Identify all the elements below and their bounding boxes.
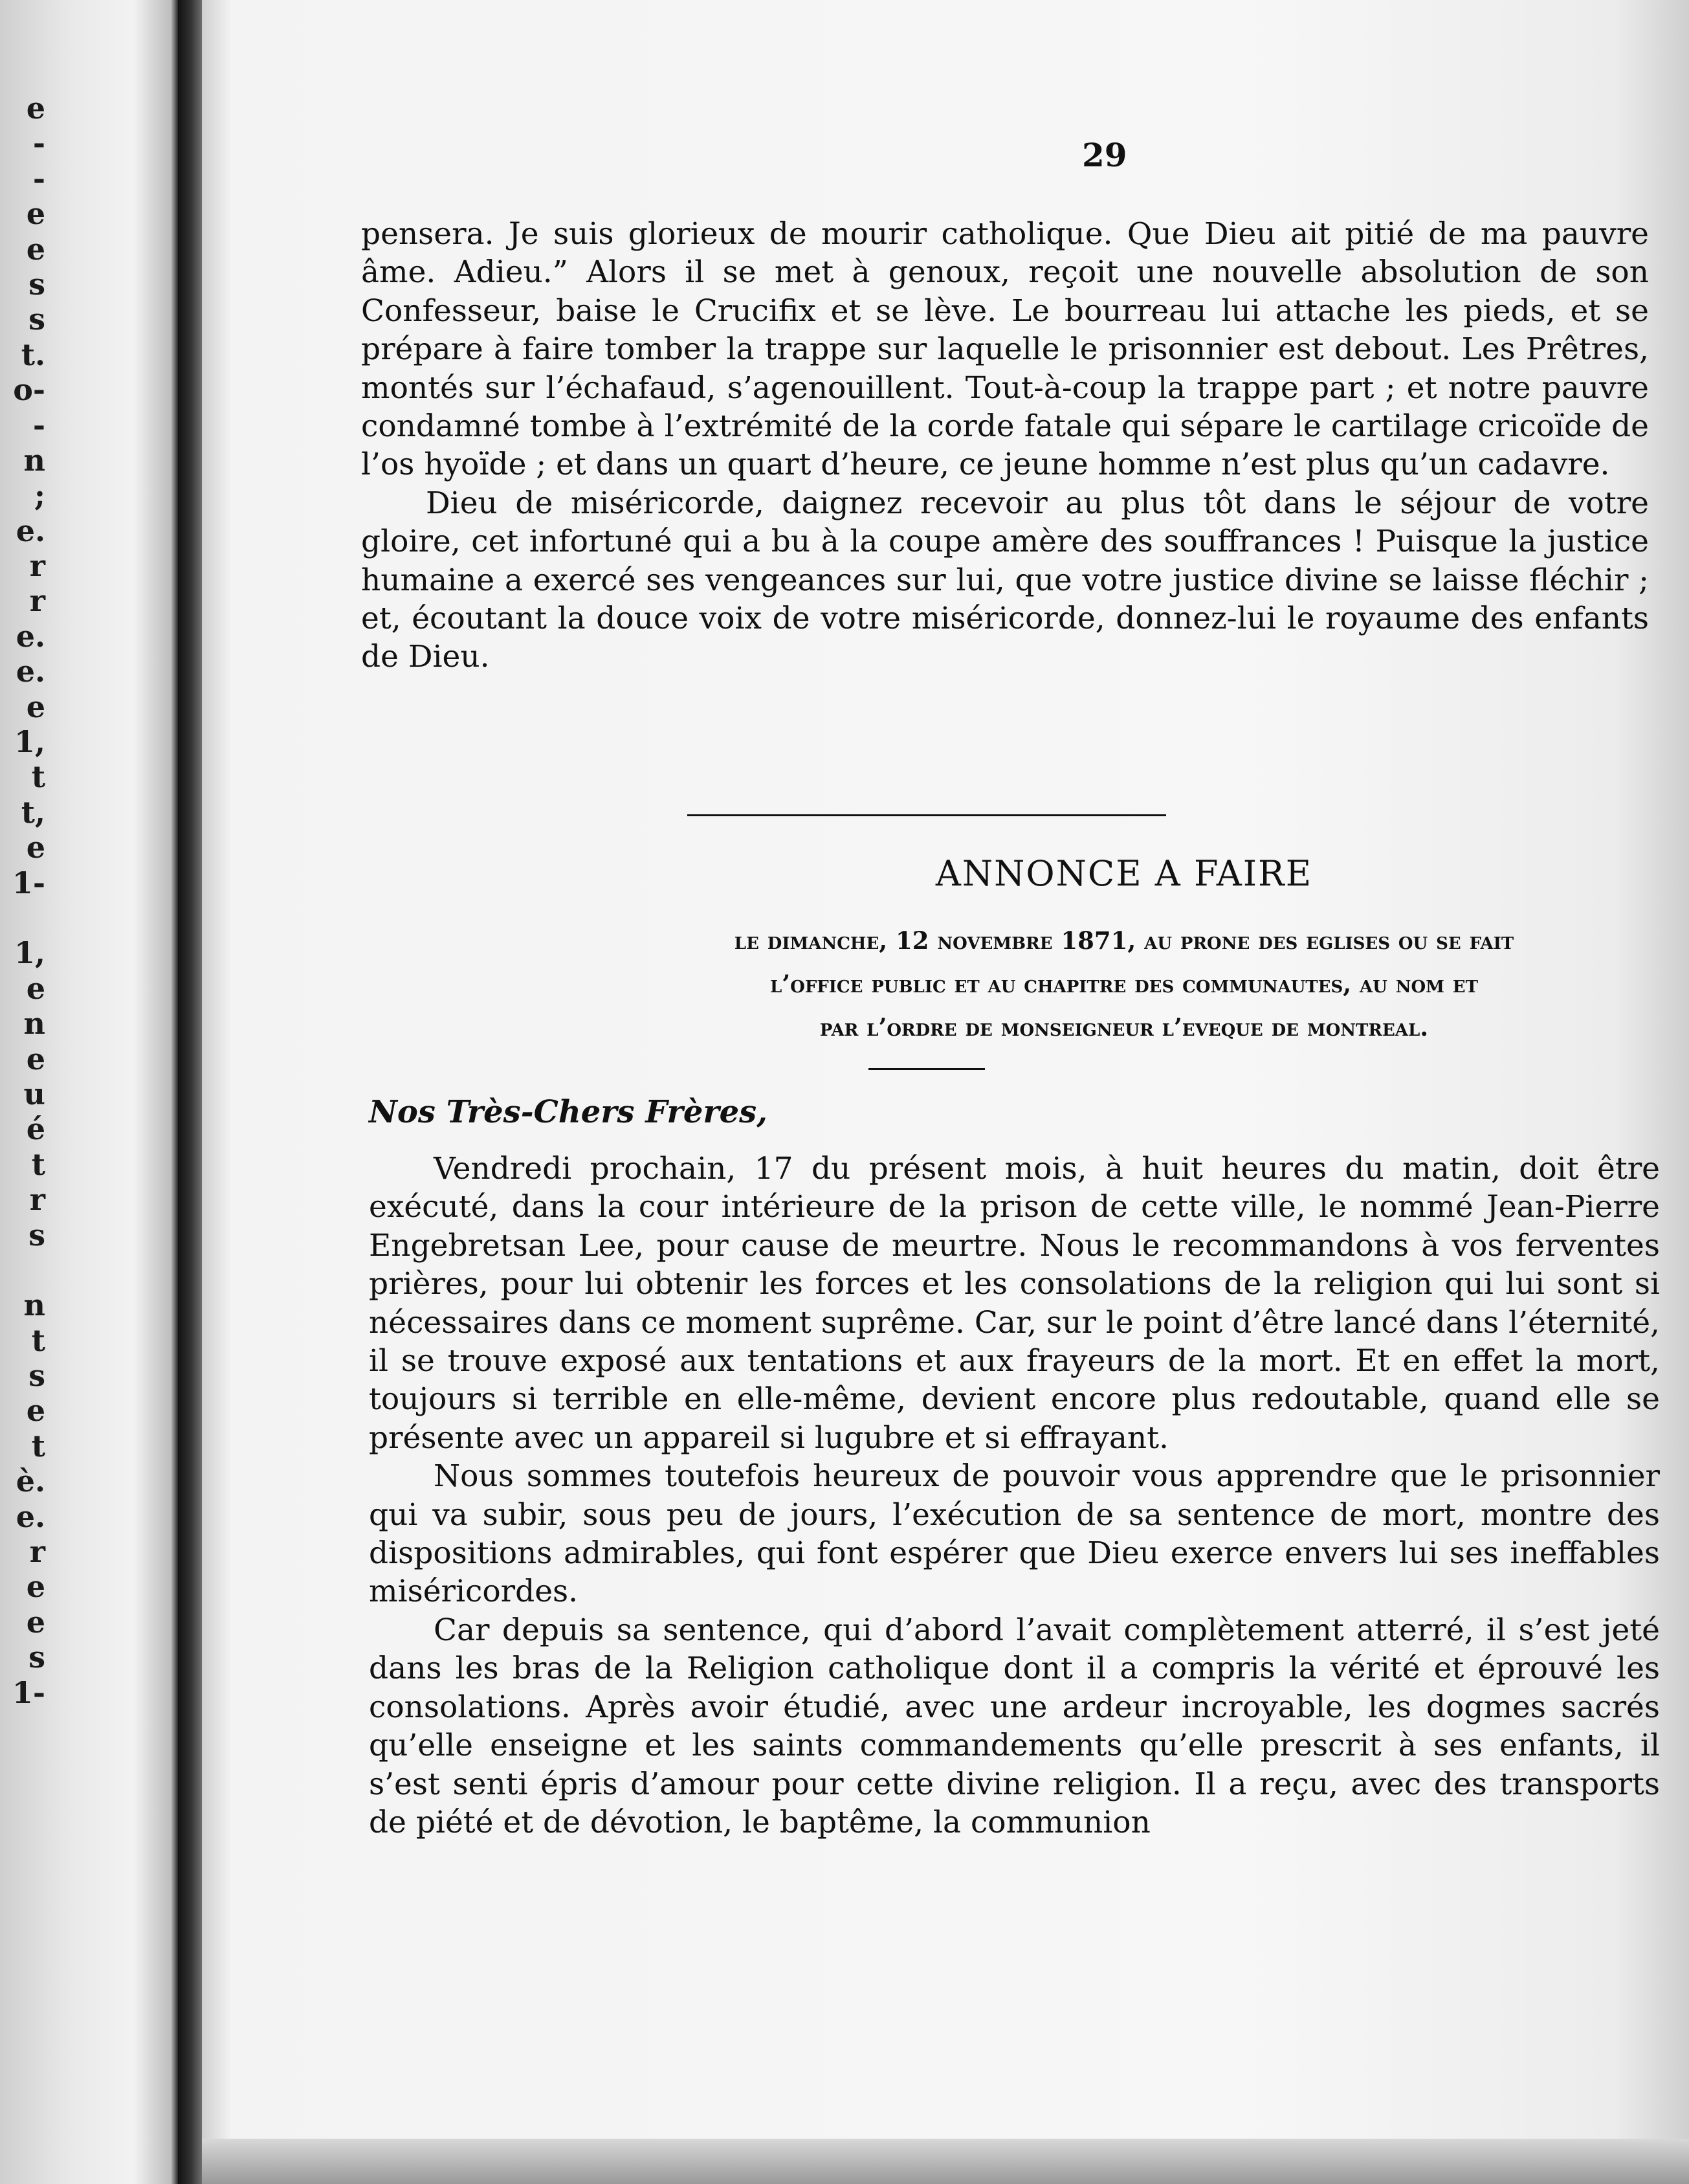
left-page-fragment: r [29, 583, 45, 619]
left-page-fragment: e [26, 1041, 45, 1076]
left-page-fragment: s [28, 1640, 45, 1675]
left-page-fragment: e. [16, 513, 45, 548]
announcement-heading: ANNONCE A FAIRE [935, 853, 1313, 894]
left-page-fragment: - [32, 161, 45, 196]
left-page-fragment: e [26, 231, 45, 267]
left-page-fragment: t [31, 1428, 45, 1464]
continuation-text [361, 215, 1649, 676]
left-page-fragment: e. [16, 1499, 45, 1534]
left-facing-page [0, 0, 178, 2184]
page-number: 29 [1082, 136, 1127, 174]
left-page-fragment: s [28, 1217, 45, 1253]
left-page-fragment: e. [16, 654, 45, 689]
left-page-fragment: è. [16, 1464, 45, 1499]
left-page-fragment: t, [21, 794, 45, 830]
left-page-fragment: 1, [14, 724, 45, 760]
subheading-line: l’office public et au chapitre des communautes, au nom et [770, 970, 1478, 998]
left-page-fragment: e [26, 830, 45, 865]
left-page-fragment: t [31, 1322, 45, 1358]
section-divider [687, 814, 1166, 816]
short-divider [868, 1068, 985, 1070]
left-page-fragment: e [26, 91, 45, 126]
page-bottom-shadow [202, 2139, 1689, 2184]
left-page-fragment: u [23, 1076, 45, 1111]
left-page-fragment: t [31, 759, 45, 795]
left-page-fragment: s [28, 266, 45, 302]
left-page-fragment: r [29, 548, 45, 584]
salutation: Nos Très-Chers Frères, [369, 1094, 767, 1130]
book-gutter [178, 0, 204, 2184]
left-page-fragment: e [26, 689, 45, 724]
paragraph-dispositions: Nous sommes toutefois heureux de pouvoir vous apprendre que le prisonnier qui va subir, sous peu de jours, l’exécution de sa sentence de mort, montre des dispositions admirables, qui font espérer que Dieu exerce envers lui ses ineffables miséricordes. [369, 1458, 1660, 1610]
left-page-fragment: e [26, 1569, 45, 1605]
left-page-fragment: 1- [12, 865, 45, 900]
left-page-fragment: s [28, 1358, 45, 1394]
announcement-subheading [564, 919, 1684, 1049]
subheading-line: par l’ordre de monseigneur l’eveque de montreal. [819, 1013, 1429, 1042]
left-page-fragment: o- [13, 372, 45, 408]
left-page-fragment: n [23, 1287, 45, 1323]
left-page-fragment: 1- [12, 1675, 45, 1710]
left-page-fragment: e [26, 196, 45, 232]
subheading-line: le dimanche, 12 novembre 1871, au prone des eglises ou se fait [734, 926, 1514, 955]
left-page-fragment: - [32, 126, 45, 161]
left-page-fragment: r [29, 1182, 45, 1218]
left-page-fragment: e. [16, 618, 45, 654]
left-page-fragment: e [26, 970, 45, 1006]
announcement-body [369, 1150, 1660, 1842]
left-page-fragment [0, 900, 45, 935]
paragraph-execution: pensera. Je suis glorieux de mourir catholique. Que Dieu ait pitié de ma pauvre âme. Adieu.” Alors il se met à genoux, reçoit une nouvelle absolution de son Confesseur, baise le Crucifix et se lève. Le bourreau lui attache les pieds, et se prépare à faire tomber la trappe sur laquelle le prisonnier est debout. Les Prêtres, montés sur l’échafaud, s’agenouillent. Tout-à-coup la trappe part ; et notre pauvre condamné tombe à l’extrémité de la corde fatale qui sépare le cartilage cricoïde de l’os hyoïde ; et dans un quart d’heure, ce jeune homme n’est plus qu’un cadavre. [361, 216, 1649, 483]
left-page-fragment: s [28, 302, 45, 337]
left-page-fragment: r [29, 1534, 45, 1570]
left-page-fragment: é [26, 1111, 45, 1147]
left-page-fragment [0, 1253, 45, 1287]
left-page-text-fragments [0, 91, 45, 1710]
left-page-fragment: t [31, 1146, 45, 1182]
left-page-fragment: e [26, 1393, 45, 1429]
paragraph-conversion: Car depuis sa sentence, qui d’abord l’avait complètement atterré, il s’est jeté dans les bras de la Religion catholique dont il a compris la vérité et éprouvé les consolations. Après avoir étudié, avec une ardeur incroyable, les dogmes sacrés qu’elle enseigne et les saints commandements qu’elle prescrit à ses enfants, il s’est senti épris d’amour pour cette divine religion. Il a reçu, avec des transports de piété et de dévotion, le baptême, la communion [369, 1612, 1660, 1840]
left-page-fragment: n [23, 442, 45, 478]
paragraph-prayer: Dieu de miséricorde, daignez recevoir au plus tôt dans le séjour de votre gloire, cet infortuné qui a bu à la coupe amère des souffrances ! Puisque la justice humaine a exercé ses vengeances sur lui, que votre justice divine se laisse fléchir ; et, écoutant la douce voix de votre miséricorde, donnez-lui le royaume des enfants de Dieu. [361, 485, 1649, 675]
right-page [202, 0, 1689, 2184]
left-page-fragment: n [23, 1006, 45, 1042]
left-page-fragment: ; [34, 478, 45, 513]
left-page-fragment: t. [21, 337, 45, 372]
left-page-fragment: e [26, 1604, 45, 1640]
left-page-fragment: 1, [14, 935, 45, 971]
left-page-fragment: - [32, 407, 45, 443]
paragraph-announcement: Vendredi prochain, 17 du présent mois, à huit heures du matin, doit être exécuté, dans la cour intérieure de la prison de cette ville, le nommé Jean-Pierre Engebretsan Lee, pour cause de meurtre. Nous le recommandons à vos ferventes prières, pour lui obtenir les forces et les consolations de la religion qui lui sont si nécessaires dans ce moment suprême. Car, sur le point d’être lancé dans l’éternité, il se trouve exposé aux tentations et aux frayeurs de la mort. Et en effet la mort, toujours si terrible en elle-même, devient encore plus redoutable, quand elle se présente avec un appareil si lugubre et si effrayant. [369, 1151, 1660, 1456]
